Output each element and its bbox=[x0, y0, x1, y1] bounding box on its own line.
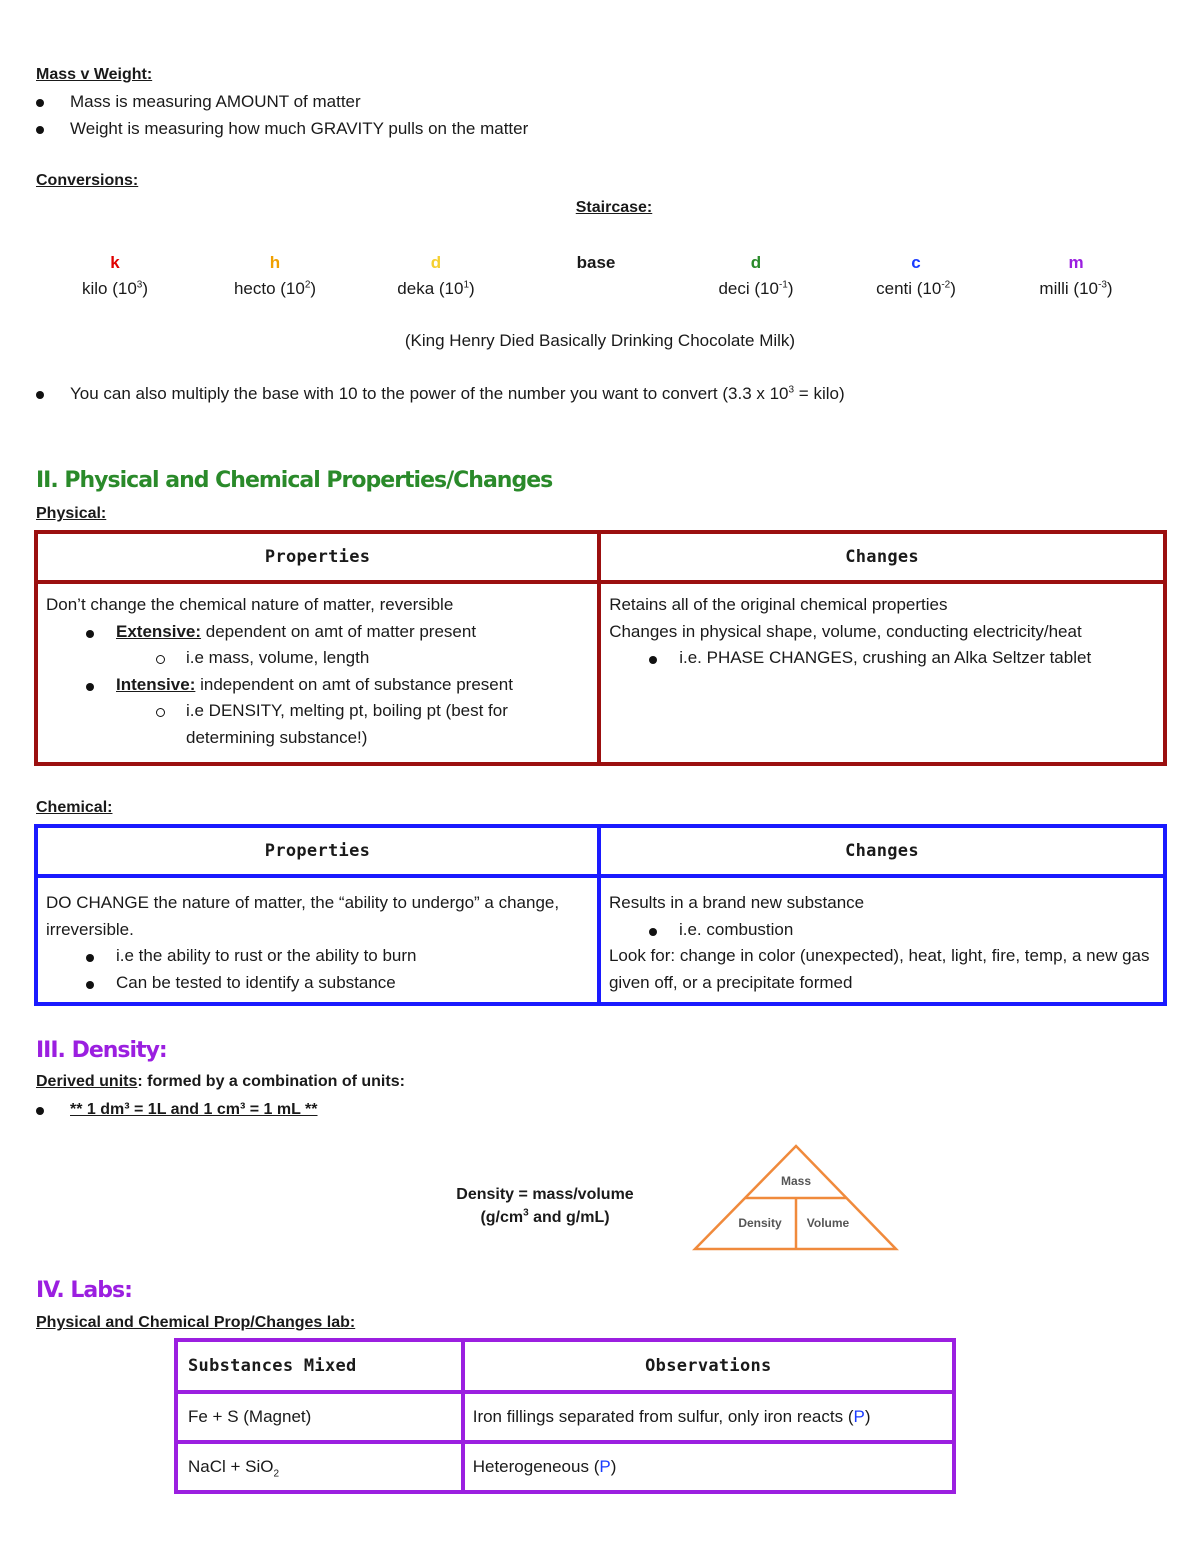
mass-weight-heading: Mass v Weight: bbox=[36, 66, 153, 83]
chemical-changes-cell: Results in a brand new substance i.e. combustion Look for: change in color (unexpected), heat, light, fire, temp, a new gas given off, or a precipitate formed bbox=[599, 876, 1165, 1004]
triangle-volume-label: Volume bbox=[806, 1216, 850, 1230]
list-item: i.e. PHASE CHANGES, crushing an Alka Seltzer tablet bbox=[609, 645, 1155, 672]
staircase-step bbox=[996, 250, 1156, 302]
staircase-prefix: centi $(10^{-2})$ bbox=[876, 279, 956, 298]
staircase-step bbox=[516, 250, 676, 276]
chemical-table bbox=[34, 824, 1167, 1006]
staircase-step bbox=[356, 250, 516, 302]
chemical-properties-header: Properties bbox=[36, 826, 599, 876]
derived-units-line: Derived units: formed by a combination of units: bbox=[36, 1073, 405, 1090]
staircase-letter: k bbox=[110, 253, 120, 272]
chemical-properties-cell: DO CHANGE the nature of matter, the “ability to undergo” a change, irreversible. i.e the ability to rust or the ability to burn Can be tested to identify a substance bbox=[36, 876, 599, 1004]
conversion-tip-list bbox=[0, 380, 1150, 407]
staircase-prefix: deka $(10^1)$ bbox=[397, 279, 475, 298]
mass-weight-list bbox=[0, 88, 900, 142]
chemical-label: Chemical: bbox=[36, 799, 113, 816]
physical-table bbox=[34, 530, 1167, 766]
bullet-icon bbox=[36, 1107, 44, 1115]
bullet-icon bbox=[649, 928, 657, 936]
list-item: i.e mass, volume, length bbox=[46, 645, 589, 672]
table-row bbox=[176, 1392, 954, 1442]
staircase-letter: c bbox=[911, 253, 921, 272]
list-item: You can also multiply the base with 10 to the power of the number you want to convert (3.3 x $10^3$ = kilo) bbox=[0, 380, 1150, 407]
table-row bbox=[176, 1442, 954, 1492]
lab-table bbox=[174, 1338, 956, 1494]
list-item: Weight is measuring how much GRAVITY pulls on the matter bbox=[0, 115, 900, 142]
table-cell: Iron fillings separated from sulfur, only iron reacts (P) bbox=[463, 1392, 954, 1442]
list-item: Can be tested to identify a substance bbox=[46, 970, 589, 997]
list-item: ** 1 dm³ = 1L and 1 cm³ = 1 mL ** bbox=[0, 1096, 600, 1123]
lab-label: Physical and Chemical Prop/Changes lab: bbox=[36, 1314, 356, 1331]
triangle-mass-label: Mass bbox=[780, 1174, 812, 1188]
staircase-step bbox=[195, 250, 355, 302]
chemical-changes-header: Changes bbox=[599, 826, 1165, 876]
staircase-step bbox=[676, 250, 836, 302]
bullet-icon bbox=[36, 391, 44, 399]
lab-header-substances: Substances Mixed bbox=[176, 1340, 463, 1392]
staircase-letter: m bbox=[1068, 253, 1084, 272]
bullet-icon bbox=[86, 954, 94, 962]
list-item: Mass is measuring AMOUNT of matter bbox=[0, 88, 900, 115]
staircase-prefix: milli $(10^{-3})$ bbox=[1039, 279, 1113, 298]
circle-bullet-icon bbox=[156, 655, 165, 664]
physical-properties-cell: Don’t change the chemical nature of matter, reversible Extensive: dependent on amt of matter present i.e mass, volume, length Intensive: independent on amt of substance present i.e DENSITY, melting pt, boiling pt (best for determining substance!) bbox=[36, 582, 599, 764]
bullet-icon bbox=[86, 683, 94, 691]
list-item: i.e. combustion bbox=[609, 917, 1155, 944]
staircase-step bbox=[836, 250, 996, 302]
staircase-letter: d bbox=[430, 253, 442, 272]
bullet-icon bbox=[649, 656, 657, 664]
physical-label: Physical: bbox=[36, 505, 107, 522]
triangle-density-label: Density bbox=[738, 1216, 782, 1230]
staircase-prefix: hecto $(10^2)$ bbox=[233, 279, 317, 298]
lab-header-observations: Observations bbox=[463, 1340, 954, 1392]
section-3-title: III. Density: bbox=[36, 1038, 167, 1063]
staircase-prefix: deci $(10^{-1})$ bbox=[718, 279, 794, 298]
table-cell: Fe + S (Magnet) bbox=[176, 1392, 463, 1442]
list-item: Extensive: dependent on amt of matter present bbox=[46, 619, 589, 646]
staircase-letter: base bbox=[576, 253, 616, 272]
staircase-step bbox=[35, 250, 195, 302]
list-item: i.e the ability to rust or the ability to burn bbox=[46, 943, 589, 970]
physical-changes-cell: Retains all of the original chemical properties Changes in physical shape, volume, conducting electricity/heat i.e. PHASE CHANGES, crushing an Alka Seltzer tablet bbox=[599, 582, 1165, 764]
physical-properties-header: Properties bbox=[36, 532, 599, 582]
list-item: Intensive: independent on amt of substance present bbox=[46, 672, 589, 699]
staircase-letter: d bbox=[750, 253, 762, 272]
conversions-heading: Conversions: bbox=[36, 172, 139, 189]
mnemonic: (King Henry Died Basically Drinking Chocolate Milk) bbox=[404, 331, 796, 350]
staircase-letter: h bbox=[269, 253, 281, 272]
list-item: i.e DENSITY, melting pt, boiling pt (best for determining substance!) bbox=[46, 698, 589, 751]
bullet-icon bbox=[36, 99, 44, 107]
bullet-icon bbox=[36, 126, 44, 134]
bullet-icon bbox=[86, 630, 94, 638]
staircase-prefix: kilo $(10^3)$ bbox=[81, 279, 149, 298]
section-2-title: II. Physical and Chemical Properties/Changes bbox=[36, 468, 553, 493]
density-triangle-diagram bbox=[690, 1140, 902, 1254]
circle-bullet-icon bbox=[156, 708, 165, 717]
derived-units-list bbox=[0, 1096, 600, 1123]
table-cell: NaCl + SiO$_2$ bbox=[176, 1442, 463, 1492]
physical-changes-header: Changes bbox=[599, 532, 1165, 582]
staircase-label: Staircase: bbox=[575, 199, 653, 216]
table-cell: Heterogeneous (P) bbox=[463, 1442, 954, 1492]
bullet-icon bbox=[86, 981, 94, 989]
section-4-title: IV. Labs: bbox=[36, 1278, 132, 1303]
density-formula: Density = mass/volume ($g/cm^3$ and g/mL) bbox=[456, 1186, 634, 1226]
